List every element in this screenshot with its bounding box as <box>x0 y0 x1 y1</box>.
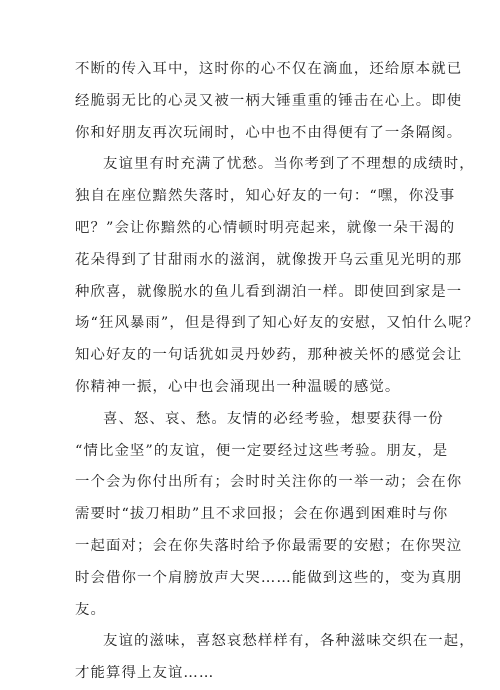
text-line: 一个会为你付出所有；会时时关注你的一举一动；会在你 <box>75 474 463 491</box>
text-line: 知心好友的一句话犹如灵丹妙药，那种被关怀的感觉会让 <box>75 347 463 364</box>
text-line: 场“狂风暴雨”，但是得到了知心好友的安慰，又怕什么呢？ <box>75 315 480 332</box>
text-line: 种欣喜，就像脱水的鱼儿看到湖泊一样。即使回到家是一 <box>75 283 463 300</box>
text-line: 你和好朋友再次玩闹时，心中也不由得便有了一条隔阂。 <box>75 124 463 141</box>
text-line: 友谊的滋味，喜怒哀愁样样有，各种滋味交织在一起， <box>103 633 475 650</box>
text-line: 独自在座位黯然失落时，知心好友的一句：“嘿，你没事 <box>75 188 456 205</box>
text-line: 你精神一振，心中也会涌现出一种温暖的感觉。 <box>75 378 401 395</box>
text-line: “情比金坚”的友谊，便一定要经过这些考验。朋友，是 <box>75 442 449 459</box>
text-line: 不断的传入耳中，这时你的心不仅在滴血，还给原本就已 <box>75 61 463 77</box>
text-line: 友。 <box>75 601 106 618</box>
body-text <box>75 54 480 690</box>
text-line: 一起面对；会在你失落时给予你最需要的安慰；在你哭泣 <box>75 537 463 554</box>
text-line: 需要时“拔刀相助”且不求回报；会在你遇到困难时与你 <box>75 506 449 523</box>
text-line: 吧？”会让你黯然的心情顿时明亮起来，就像一朵干渴的 <box>75 219 456 236</box>
text-line: 友谊里有时充满了忧愁。当你考到了不理想的成绩时， <box>103 156 475 173</box>
text-line: 喜、怒、哀、愁。友情的必经考验，想要获得一份 <box>103 410 444 427</box>
text-line: 才能算得上友谊…… <box>75 665 215 682</box>
text-line: 经脆弱无比的心灵又被一柄大锤重重的锤击在心上。即使 <box>75 92 463 109</box>
text-line: 花朵得到了甘甜雨水的滋润，就像拨开乌云重见光明的那 <box>75 251 463 268</box>
text-line: 时会借你一个肩膀放声大哭……能做到这些的，变为真朋 <box>75 569 463 586</box>
